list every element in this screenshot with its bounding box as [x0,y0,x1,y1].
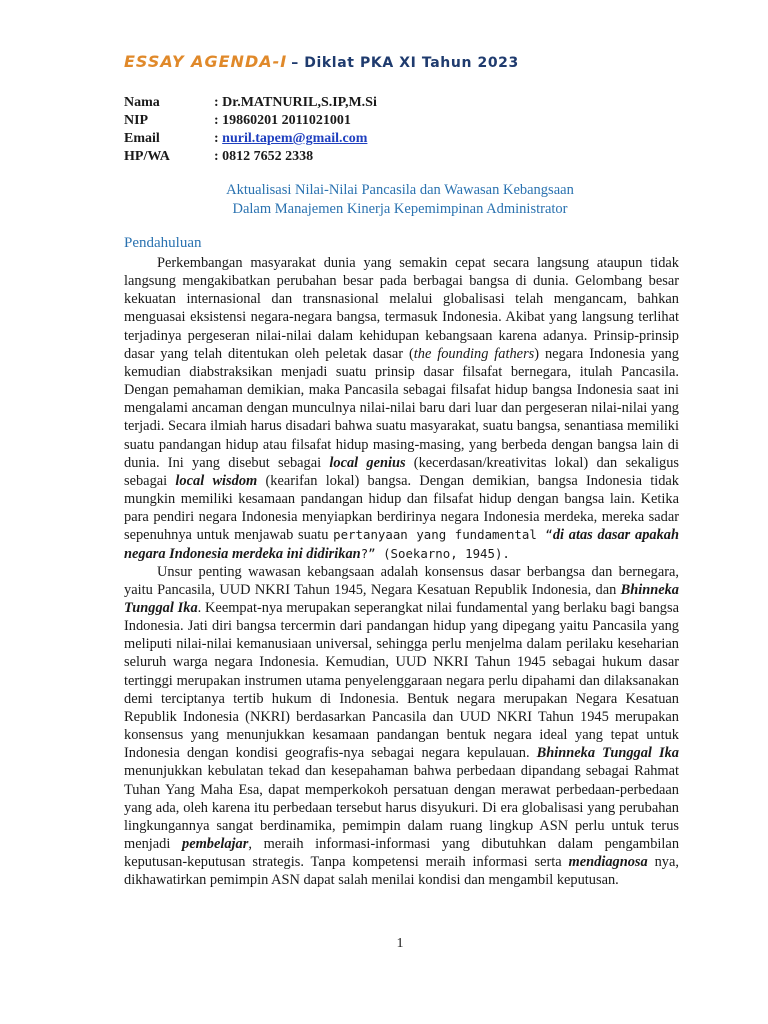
identity-label: Email [124,131,160,146]
emphasis-term: mendiagnosa [568,854,648,871]
text-run: Perkembangan masyarakat dunia yang semakin cepat secara langsung ataupun tidak langsung mengakibatkan perubahan besar pada berbagai bangsa di dunia. Gelombang besar kekuatan internasional dan transnasional melalui globalisasi telah mengancam, bahkan menguasai eksistensi negara-negara bangsa, termasuk Indonesia. Akibat yang langsung terlihat terjadinya pergeseran nilai-nilai dalam kehidupan kebangsaan karena adanya. Prinsip-prinsip dasar yang telah ditentukan oleh peletak dasar ( [124,255,679,362]
text-run: nya, dikhawatirkan pemimpin ASN dapat salah menilai kondisi dan mengambil keputusan. [124,854,679,889]
identity-row-nip [124,112,524,130]
emphasis-quote: di atas dasar apakah negara Indonesia merdeka ini didirikan [124,527,679,562]
identity-value: : 19860201 2011021001 [214,113,351,128]
identity-table [124,94,524,166]
emphasis-term: pembelajar [182,836,249,852]
identity-row-nama [124,94,524,112]
text-run: (kearifan lokal) bangsa. Dengan demikian, bangsa Indonesia tidak mungkin memiliki kesamaan pandangan hidup dan filsafat hidup dengan bangsa lain. Ketika para pendiri negara Indonesia menyiapkan berdirinya negara Indonesia merdeka, mereka sadar sepenuhnya untuk menjawab suatu [124,472,680,544]
emphasis-term: local genius [329,454,406,471]
essay-title [100,181,700,219]
emphasis-term: Bhinneka Tunggal Ika [536,745,679,762]
citation: ?” (Soekarno, 1945). [360,545,510,561]
header-subtitle: – Diklat PKA XI Tahun 2023 [291,55,519,71]
text-run: menunjukkan kebulatan tekad dan kesepahaman bahwa perbedaan dipandang sebagai Rahmat Tuhan Yang Maha Esa, dapat memperkokoh persatuan dengan merawat perbedaan-perbedaan yang ada, oleh karena itu perbedaan tersebut harus disyukuri. Di era globalisasi yang perubahan lingkungannya sangat berdinamika, pemimpin dalam ruang lingkup ASN perlu untuk terus menjadi [124,763,679,852]
text-run: ) negara Indonesia yang kemudian diabstraksikan menjadi suatu prinsip dasar filsafat bernegara, itulah Pancasila. Dengan pemahaman demikian, maka Pancasila sebagai filsafat hidup bangsa Indonesia saat ini mengalami ancaman dengan munculnya nilai-nilai baru dari luar dan pergeseran nilai-nilai yang terjadi. Secara ilmiah harus disadari bahwa suatu masyarakat, suatu bangsa, senantiasa memiliki suatu pandangan hidup atau filsafat hidup masing-masing, yang berbeda dengan bangsa lain di dunia. Ini yang disebut sebagai [124,345,680,471]
text-run: . Keempat-nya merupakan seperangkat nilai fundamental yang berlaku bagi bangsa Indonesia. Jati diri bangsa tercermin dari pandangan hidup yang dipegang yaitu Pancasila yang meliputi nilai-nilai kemanusiaan universal, sehingga perlu menjelma dalam perilaku keseharian seluruh warga negara Indonesia. Kemudian, UUD NKRI Tahun 1945 sebagai hukum dasar tertinggi merupakan instrumen utama penyelenggaraan negara perlu dipahami dan dilaksanakan demi terciptanya tertib hukum di Indonesia. Bentuk negara merupakan Negara Kesatuan Republik Indonesia (NKRI) berdasarkan Pancasila dan UUD NKRI Tahun 1945 merupakan konsensus yang menunjukkan kesamaan pandangan bentuk negara ideal yang tepat untuk Indonesia dengan kondisi geografis-nya sebagai negara kepulauan. [124,599,679,762]
document-header [124,52,519,72]
email-prefix: : [214,131,223,146]
identity-row-phone [124,148,524,166]
paragraph-1 [124,254,679,563]
text-run: pertanyaan yang fundamental “ [333,527,553,543]
essay-title-line-2: Dalam Manajemen Kinerja Kepemimpinan Administrator [232,201,568,217]
text-run: , meraih informasi-informasi yang dibutuhkan dalam pengambilan keputusan-keputusan strategis. Tanpa kompetensi meraih informasi serta [124,836,680,871]
identity-row-email [124,130,524,148]
emphasis-term: Bhinneka Tunggal Ika [124,581,679,616]
essay-title-line-1: Aktualisasi Nilai-Nilai Pancasila dan Wawasan Kebangsaan [226,182,574,198]
identity-label: Nama [124,95,160,110]
essay-body [124,254,679,889]
identity-value: : 0812 7652 2338 [214,149,314,164]
identity-value: : Dr.MATNURIL,S.IP,M.Si [214,95,377,110]
identity-value [214,130,367,148]
text-run: Unsur penting wawasan kebangsaan adalah konsensus dasar berbangsa dan bernegara, yaitu Pancasila, UUD NKRI Tahun 1945, Negara Kesatuan Republik Indonesia, dan [124,563,679,598]
identity-label: HP/WA [124,149,170,164]
essay-agenda-tag: ESSAY AGENDA-I [124,52,288,71]
section-heading: Pendahuluan [124,235,202,251]
identity-label: NIP [124,113,149,128]
paragraph-2 [124,563,679,890]
text-run: (kecerdasan/kreativitas lokal) dan sekaligus sebagai [124,454,679,489]
email-link[interactable]: nuril.tapem@gmail.com [222,131,368,146]
italic-term: the founding fathers [413,345,535,362]
page-number: 1 [396,936,404,951]
emphasis-term: local wisdom [175,472,258,489]
